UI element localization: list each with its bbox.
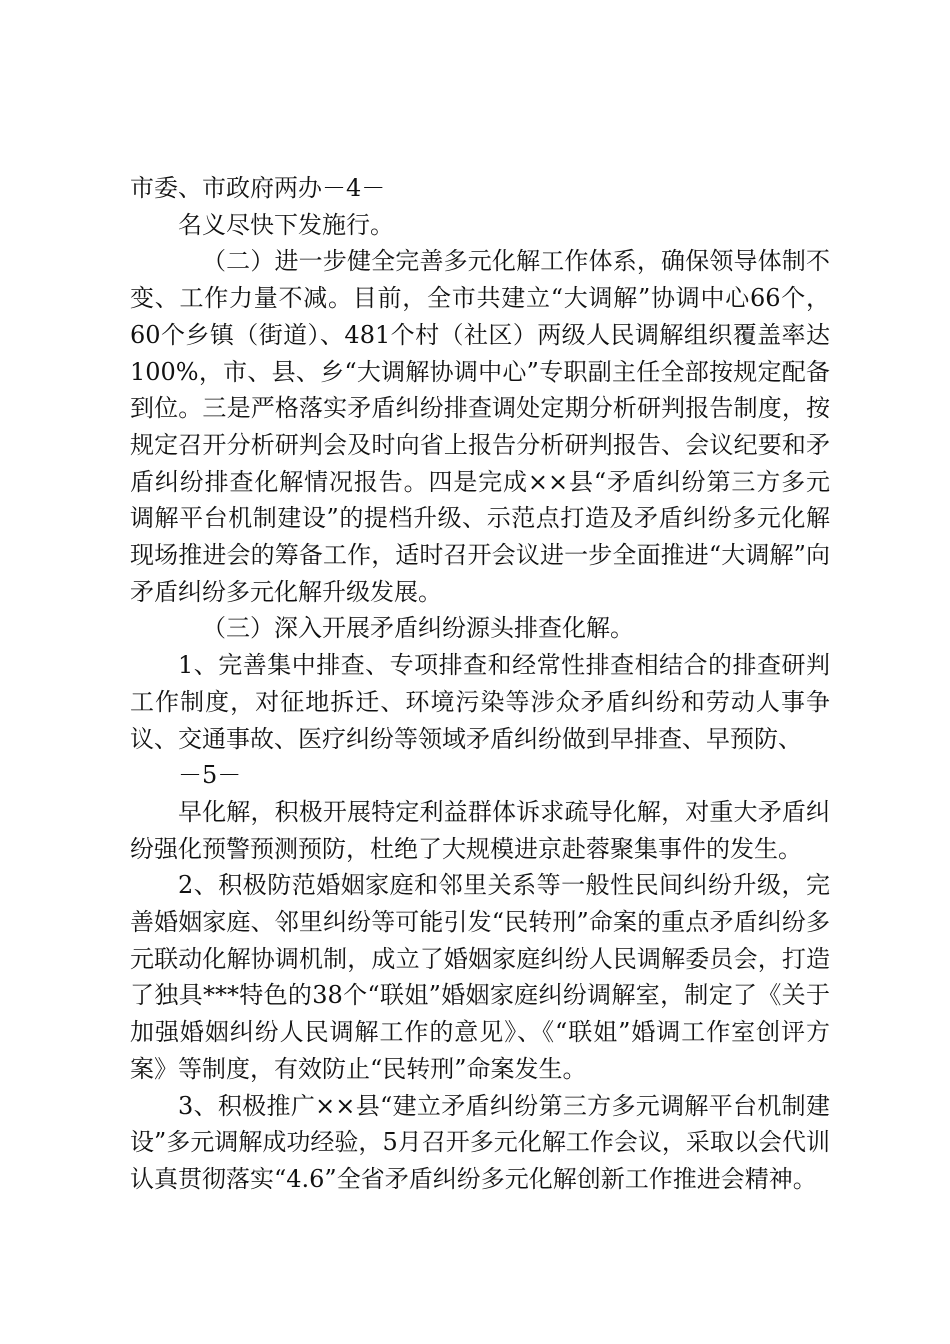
page-number: －5－ [178,761,242,790]
paragraph-0: 名义尽快下发施行。 [178,210,394,239]
paragraph-5: 2、积极防范婚姻家庭和邻里关系等一般性民间纠纷升级，完善婚姻家庭、邻里纠纷等可能引发“民转刑”命案的重点矛盾纠纷多元联动化解协调机制，成立了婚姻家庭纠纷人民调解委员会，打造了独具***特色的38个“联姐”婚姻家庭纠纷调解室，制定了《关于加强婚姻纠纷人民调解工作的意见》、《“联姐”婚调工作室创评方案》等制度，有效防止“民转刑”命案发生。 [130,871,830,1083]
document-body [130,170,830,1198]
paragraph-6: 3、积极推广××县“建立矛盾纠纷第三方多元调解平台机制建设”多元调解成功经验，5月召开多元化解工作会议，采取以会代训认真贯彻落实“4.6”全省矛盾纠纷多元化解创新工作推进会精神。 [130,1091,830,1193]
paragraph-1: （二）进一步健全完善多元化解工作体系，确保领导体制不变、工作力量不减。目前，全市共建立“大调解”协调中心66个，60个乡镇（街道）、481个村（社区）两级人民调解组织覆盖率达100%，市、县、乡“大调解协调中心”专职副主任全部按规定配备到位。三是严格落实矛盾纠纷排查调处定期分析研判报告制度，按规定召开分析研判会及时向省上报告分析研判报告、会议纪要和矛盾纠纷排查化解情况报告。四是完成××县“矛盾纠纷第三方多元调解平台机制建设”的提档升级、示范点打造及矛盾纠纷多元化解现场推进会的筹备工作，适时召开会议进一步全面推进“大调解”向矛盾纠纷多元化解升级发展。 [130,247,830,606]
paragraph-4: 早化解，积极开展特定利益群体诉求疏导化解，对重大矛盾纠纷强化预警预测预防，杜绝了大规模进京赴蓉聚集事件的发生。 [130,797,830,863]
paragraph-3: 1、完善集中排查、专项排查和经常性排查相结合的排查研判工作制度，对征地拆迁、环境污染等涉众矛盾纠纷和劳动人事争议、交通事故、医疗纠纷等领域矛盾纠纷做到早排查、早预防、 [130,651,830,753]
header-line: 市委、市政府两办－4－ [130,174,386,202]
paragraph-2: （三）深入开展矛盾纠纷源头排查化解。 [202,614,634,643]
